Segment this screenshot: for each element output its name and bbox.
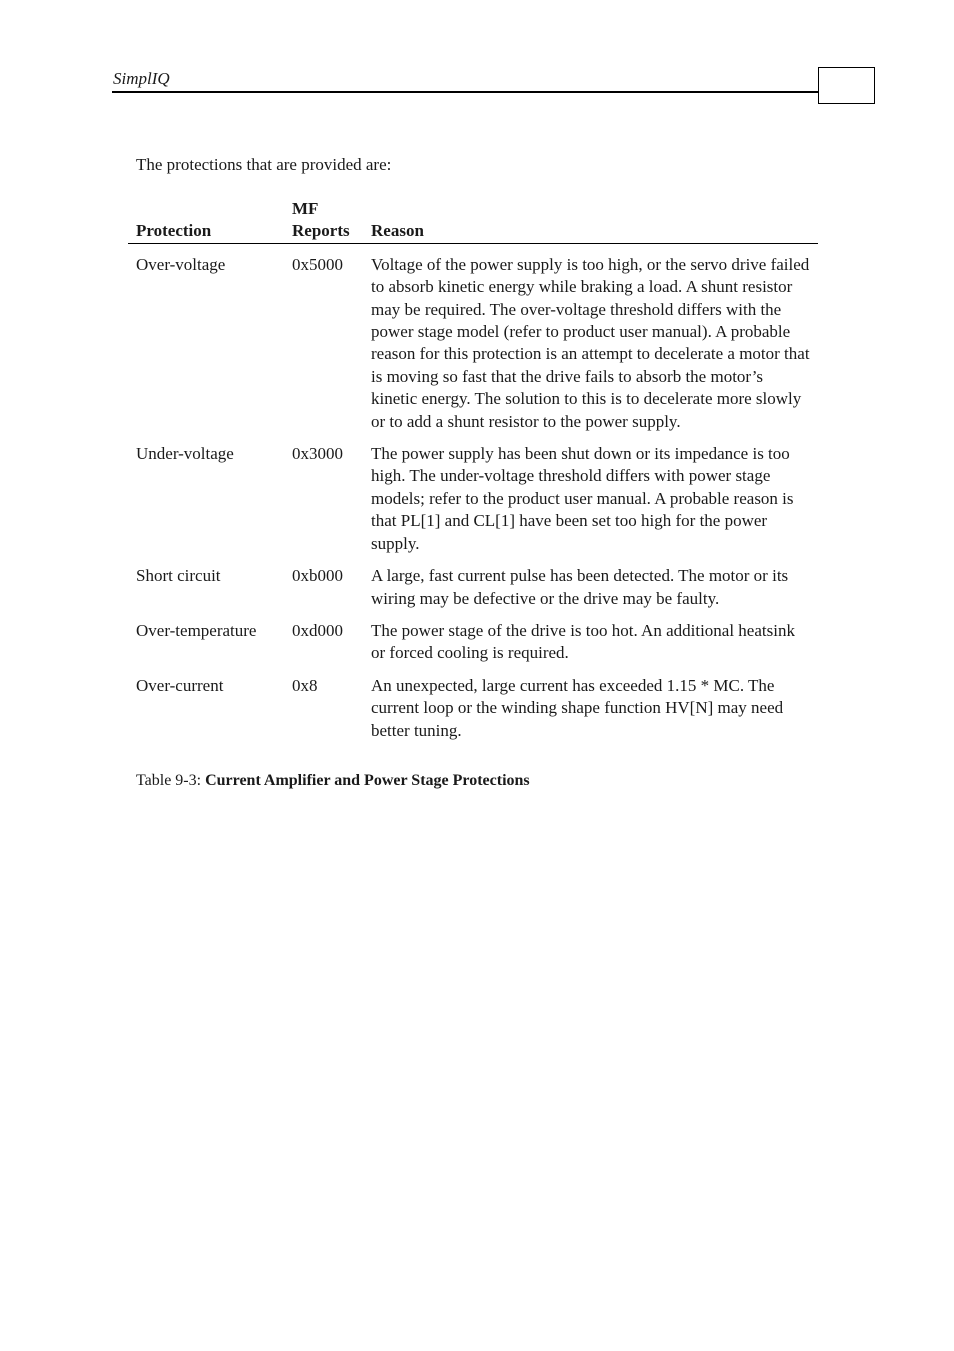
running-header (112, 67, 818, 93)
reason-cell: Voltage of the power supply is too high, or the servo drive failed to absorb kinetic energy while braking a load. A shunt resistor may be required. The over-voltage threshold differs with the power stage model (refer to product user manual). A probable reason for this protection is an attempt to decelerate a motor that is moving so fast that the drive fails to absorb the motor’s kinetic energy. The solution to this is to decelerate more slowly or to add a shunt resistor to the power supply. (371, 254, 810, 431)
protection-cell: Under-voltage (136, 444, 234, 464)
code-cell: 0xd000 (292, 620, 343, 640)
page-number-box (818, 67, 875, 104)
reason-cell: An unexpected, large current has exceeded 1.15 * MC. The current loop or the winding shape function HV[N] may need better tuning. (371, 675, 784, 740)
protection-cell: Over-current (136, 675, 224, 695)
caption-title: Current Amplifier and Power Stage Protections (205, 772, 530, 789)
protection-cell: Short circuit (136, 566, 221, 586)
table-row (128, 433, 818, 555)
header-mf-reports-line2: Reports (292, 221, 350, 241)
protection-cell: Over-temperature (136, 620, 257, 640)
code-cell: 0x3000 (292, 444, 343, 464)
protection-cell: Over-voltage (136, 254, 226, 274)
caption-prefix: Table 9-3: (136, 772, 206, 789)
table-row (128, 243, 818, 433)
intro-text: The protections that are provided are: (136, 155, 392, 174)
table-header-row (128, 198, 818, 243)
protections-table (128, 198, 818, 742)
reason-cell: A large, fast current pulse has been detected. The motor or its wiring may be defective or the drive may be faulty. (371, 566, 789, 608)
table-row (128, 555, 818, 610)
reason-cell: The power stage of the drive is too hot. An additional heatsink or forced cooling is required. (371, 620, 795, 663)
code-cell: 0x5000 (292, 254, 343, 274)
header-mf-reports-line1: MF (292, 199, 319, 218)
header-protection: Protection (128, 198, 284, 243)
header-reason: Reason (363, 198, 818, 243)
running-title: SimplIQ (113, 69, 170, 88)
table-caption (136, 772, 530, 790)
code-cell: 0xb000 (292, 566, 343, 586)
table-row (128, 665, 818, 742)
code-cell: 0x8 (292, 675, 318, 695)
header-mf-reports (284, 198, 363, 243)
reason-cell: The power supply has been shut down or its impedance is too high. The under-voltage threshold differs with power stage models; refer to the product user manual. A probable reason is that PL[1] and CL[1] have been set too high for the power supply. (371, 444, 794, 553)
table-row (128, 610, 818, 665)
